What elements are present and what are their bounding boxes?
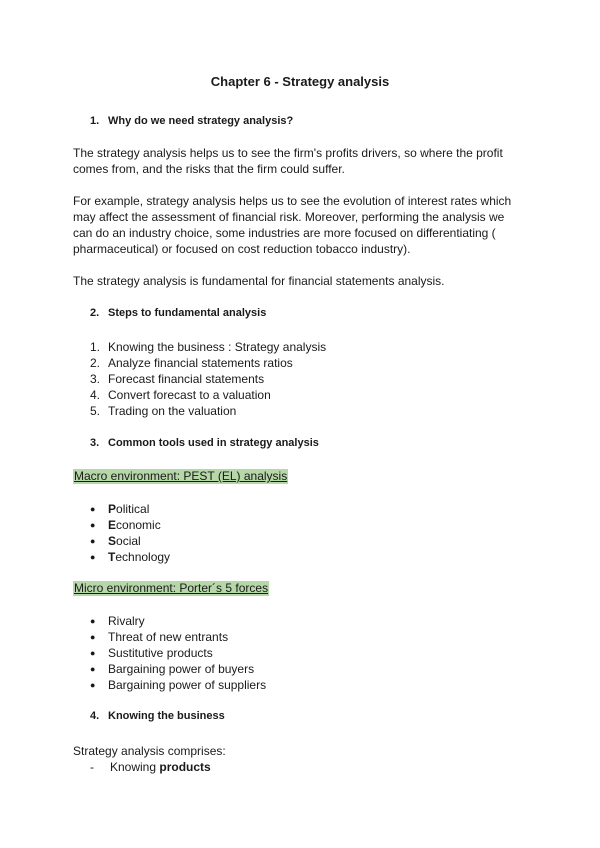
bullet-initial: P bbox=[108, 502, 117, 516]
bullet-text: conomic bbox=[116, 518, 161, 532]
list-text: Analyze financial statements ratios bbox=[108, 356, 293, 370]
bullet-initial: S bbox=[108, 534, 117, 548]
section-heading-1 bbox=[90, 115, 293, 127]
section-title: Knowing the business bbox=[108, 710, 225, 722]
list-number: 5. bbox=[90, 404, 101, 418]
section-number: 4. bbox=[90, 710, 100, 722]
bullet-initial: T bbox=[108, 550, 116, 564]
section-title: Why do we need strategy analysis? bbox=[108, 115, 294, 127]
bullet-item bbox=[90, 501, 149, 517]
micro-environment-label: Micro environment: Porter´s 5 forces bbox=[74, 581, 269, 595]
section-number: 2. bbox=[90, 307, 100, 319]
section-number: 1. bbox=[90, 115, 100, 127]
bullet-icon: ● bbox=[90, 648, 96, 658]
bullet-text: Sustitutive products bbox=[108, 646, 213, 660]
list-item bbox=[90, 387, 271, 403]
list-item bbox=[90, 403, 236, 419]
bullet-item bbox=[90, 613, 145, 629]
bullet-item bbox=[90, 533, 141, 549]
bullet-item bbox=[90, 629, 228, 645]
bullet-icon: ● bbox=[90, 552, 96, 562]
section-title: Steps to fundamental analysis bbox=[108, 307, 267, 319]
paragraph-2-line-1: For example, strategy analysis helps us to see the evolution of interest rates which bbox=[73, 194, 512, 208]
list-text: Convert forecast to a valuation bbox=[108, 388, 271, 402]
list-item bbox=[90, 339, 326, 355]
bullet-item bbox=[90, 517, 161, 533]
bullet-text: echnology bbox=[115, 550, 171, 564]
bullet-icon: ● bbox=[90, 632, 96, 642]
dash-item bbox=[90, 759, 211, 775]
bullet-icon: ● bbox=[90, 680, 96, 690]
bullet-text: olitical bbox=[116, 502, 150, 516]
paragraph-2-line-2: may affect the assessment of financial risk. Moreover, performing the analysis we bbox=[73, 210, 505, 224]
bullet-icon: ● bbox=[90, 664, 96, 674]
macro-environment-label: Macro environment: PEST (EL) analysis bbox=[74, 469, 288, 483]
dash-text-bold: products bbox=[159, 760, 211, 774]
list-number: 4. bbox=[90, 388, 101, 402]
list-item bbox=[90, 371, 264, 387]
bullet-initial: E bbox=[108, 518, 117, 532]
list-text: Trading on the valuation bbox=[108, 404, 237, 418]
dash-text: Knowing bbox=[110, 760, 160, 774]
bullet-icon: ● bbox=[90, 536, 96, 546]
section-number: 3. bbox=[90, 437, 100, 449]
bullet-icon: ● bbox=[90, 520, 96, 530]
list-item bbox=[90, 355, 293, 371]
list-number: 2. bbox=[90, 356, 101, 370]
dash-marker: - bbox=[90, 760, 94, 774]
paragraph-2-line-4: pharmaceutical) or focused on cost reduction tobacco industry). bbox=[73, 242, 411, 256]
bullet-text: Rivalry bbox=[108, 614, 145, 628]
bullet-icon: ● bbox=[90, 616, 96, 626]
bullet-item bbox=[90, 661, 254, 677]
knowing-intro: Strategy analysis comprises: bbox=[73, 744, 226, 758]
list-number: 3. bbox=[90, 372, 101, 386]
paragraph-3: The strategy analysis is fundamental for financial statements analysis. bbox=[73, 274, 445, 288]
bullet-text: Bargaining power of buyers bbox=[108, 662, 255, 676]
bullet-text: Threat of new entrants bbox=[108, 630, 229, 644]
list-text: Knowing the business : Strategy analysis bbox=[108, 340, 327, 354]
section-heading-3 bbox=[90, 437, 319, 449]
bullet-icon: ● bbox=[90, 504, 96, 514]
list-text: Forecast financial statements bbox=[108, 372, 265, 386]
paragraph-1-line-1: The strategy analysis helps us to see the firm's profits drivers, so where the profit bbox=[73, 146, 503, 160]
bullet-item bbox=[90, 549, 170, 565]
section-heading-4 bbox=[90, 710, 225, 722]
bullet-text: Bargaining power of suppliers bbox=[108, 678, 267, 692]
section-title: Common tools used in strategy analysis bbox=[108, 437, 319, 449]
bullet-item bbox=[90, 677, 266, 693]
list-number: 1. bbox=[90, 340, 101, 354]
section-heading-2 bbox=[90, 307, 266, 319]
paragraph-1-line-2: comes from, and the risks that the firm could suffer. bbox=[73, 162, 345, 176]
bullet-text: ocial bbox=[116, 534, 141, 548]
paragraph-2-line-3: can do an industry choice, some industries are more focused on differentiating ( bbox=[73, 226, 496, 240]
bullet-item bbox=[90, 645, 213, 661]
page-title: Chapter 6 - Strategy analysis bbox=[210, 74, 390, 89]
